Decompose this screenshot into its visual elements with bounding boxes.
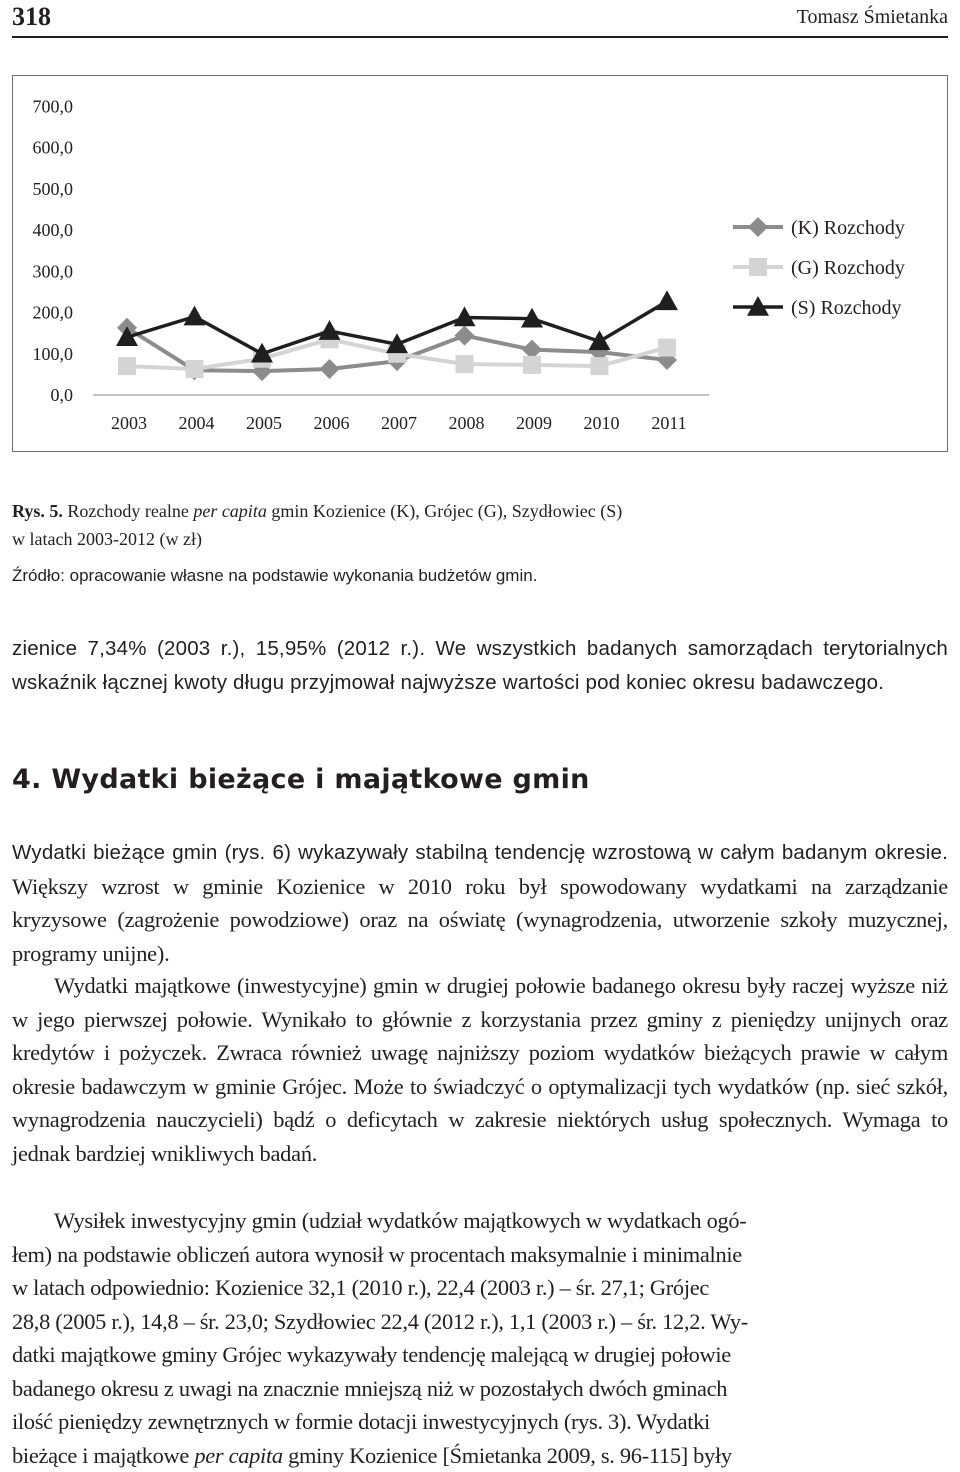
x-tick-label: 2004 [179,413,215,433]
section-heading: 4. Wydatki bieżące i majątkowe gmin [12,764,590,795]
caption-text-2: gmin Kozienice (K), Grójec (G), Szydłowiec (S) [267,501,622,521]
legend-label: (S) Rozchody [791,297,902,319]
p4-line-1: Wysiłek inwestycyjny gmin (udział wydatków majątkowych w wydatkach ogó- [54,1208,746,1233]
x-tick-label: 2006 [314,413,350,433]
data-point-square [591,357,609,375]
header-rule [12,36,948,38]
paragraph-current-expenses-sans: Wydatki bieżące gmin (rys. 6) wykazywały stabilną tendencję wzrostową w całym badanym okresie. [12,841,948,864]
data-point-diamond [455,326,475,346]
y-tick-label: 300,0 [33,261,74,281]
caption-text-1: Rozchody realne [63,501,193,521]
figure-caption [12,497,948,553]
data-point-square [456,355,474,373]
figure-source: Źródło: opracowanie własne na podstawie wykonania budżetów gmin. [12,566,948,586]
x-tick-label: 2005 [246,413,282,433]
p4-line-3: w latach odpowiednio: Kozienice 32,1 (2010 r.), 22,4 (2003 r.) – śr. 27,1; Grójec [12,1271,948,1305]
legend-marker-diamond [748,217,768,237]
paragraph-current-expenses-serif: Większy wzrost w gminie Kozienice w 2010 roku był spowodowany wydatkami na zarządzanie kryzysowe (zagrożenie powodziowe) oraz na oświatę (wynagrodzenia, utworzenie szkoły muzycznej, programy unijne). [12,874,948,966]
x-tick-label: 2007 [381,413,417,433]
data-point-square [186,360,204,378]
data-point-square [658,339,676,357]
legend-label: (G) Rozchody [791,257,905,279]
y-tick-label: 400,0 [33,220,74,240]
page-number: 318 [12,2,51,32]
p4-line-6: badanego okresu z uwagi na znacznie mniejszą niż w pozostałych dwóch gminach [12,1372,948,1406]
x-tick-label: 2010 [584,413,620,433]
y-tick-label: 600,0 [33,138,74,158]
chart-frame [12,75,948,452]
paragraph-investment-expenses: Wydatki majątkowe (inwestycyjne) gmin w drugiej połowie badanego okresu były raczej wyższe niż w jego pierwszej połowie. Wynikało to głównie z korzystania przez gminy z pieniędzy unijnych oraz kredytów i pożyczek. Zwraca również uwagę najniższy poziom wydatków bieżących prawie w całym okresie badawczym w gminie Grójec. Może to świadczyć o optymalizacji tych wydatków (np. sieć szkół, wynagrodzenia nauczycieli) bądź o deficytach w zakresie niektórych usług społecznych. Wymaga to jednak bardziej wnikliwych badań. [12,969,948,1170]
p4-line-7: ilość pieniędzy zewnętrznych w formie dotacji inwestycyjnych (rys. 3). Wydatki [12,1405,948,1439]
data-point-square [523,356,541,374]
caption-line-2: w latach 2003-2012 (w zł) [12,529,202,549]
x-tick-label: 2008 [449,413,485,433]
x-tick-label: 2003 [111,413,147,433]
p4-line-8a: bieżące i majątkowe [12,1443,194,1468]
p4-line-8-italic: per capita [194,1443,282,1468]
y-tick-label: 0,0 [51,385,74,405]
p4-line-5: datki majątkowe gminy Grójec wykazywały tendencję malejącą w drugiej połowie [12,1338,948,1372]
y-tick-label: 100,0 [33,344,74,364]
line-chart [13,76,947,451]
paragraph-current-expenses [12,835,948,970]
data-point-triangle [184,306,206,326]
data-point-diamond [320,359,340,379]
caption-italic: per capita [193,501,267,521]
paragraph-continuation: zienice 7,34% (2003 r.), 15,95% (2012 r.). We wszystkich badanych samorządach terytorialnych wskaźnik łącznej kwoty długu przyjmował najwyższe wartości pod koniec okresu badawczego. [12,632,948,699]
caption-label: Rys. 5. [12,501,63,521]
page-header [12,0,948,34]
legend-marker-square [749,258,767,276]
p4-line-8b: gminy Kozienice [Śmietanka 2009, s. 96-115] były [283,1443,732,1468]
x-tick-label: 2009 [516,413,552,433]
y-tick-label: 200,0 [33,303,74,323]
legend-label: (K) Rozchody [791,217,905,239]
data-point-square [118,357,136,375]
paragraph-investment-effort [12,1204,948,1472]
y-tick-label: 500,0 [33,179,74,199]
y-tick-label: 700,0 [33,96,74,116]
x-tick-label: 2011 [651,413,686,433]
data-point-triangle [656,290,678,310]
p4-line-4: 28,8 (2005 r.), 14,8 – śr. 23,0; Szydłowiec 22,4 (2012 r.), 1,1 (2003 r.) – śr. 12,2. Wy- [12,1305,948,1339]
p4-line-2: łem) na podstawie obliczeń autora wynosił w procentach maksymalnie i minimalnie [12,1238,948,1272]
running-author: Tomasz Śmietanka [797,6,948,29]
data-point-triangle [319,320,341,340]
